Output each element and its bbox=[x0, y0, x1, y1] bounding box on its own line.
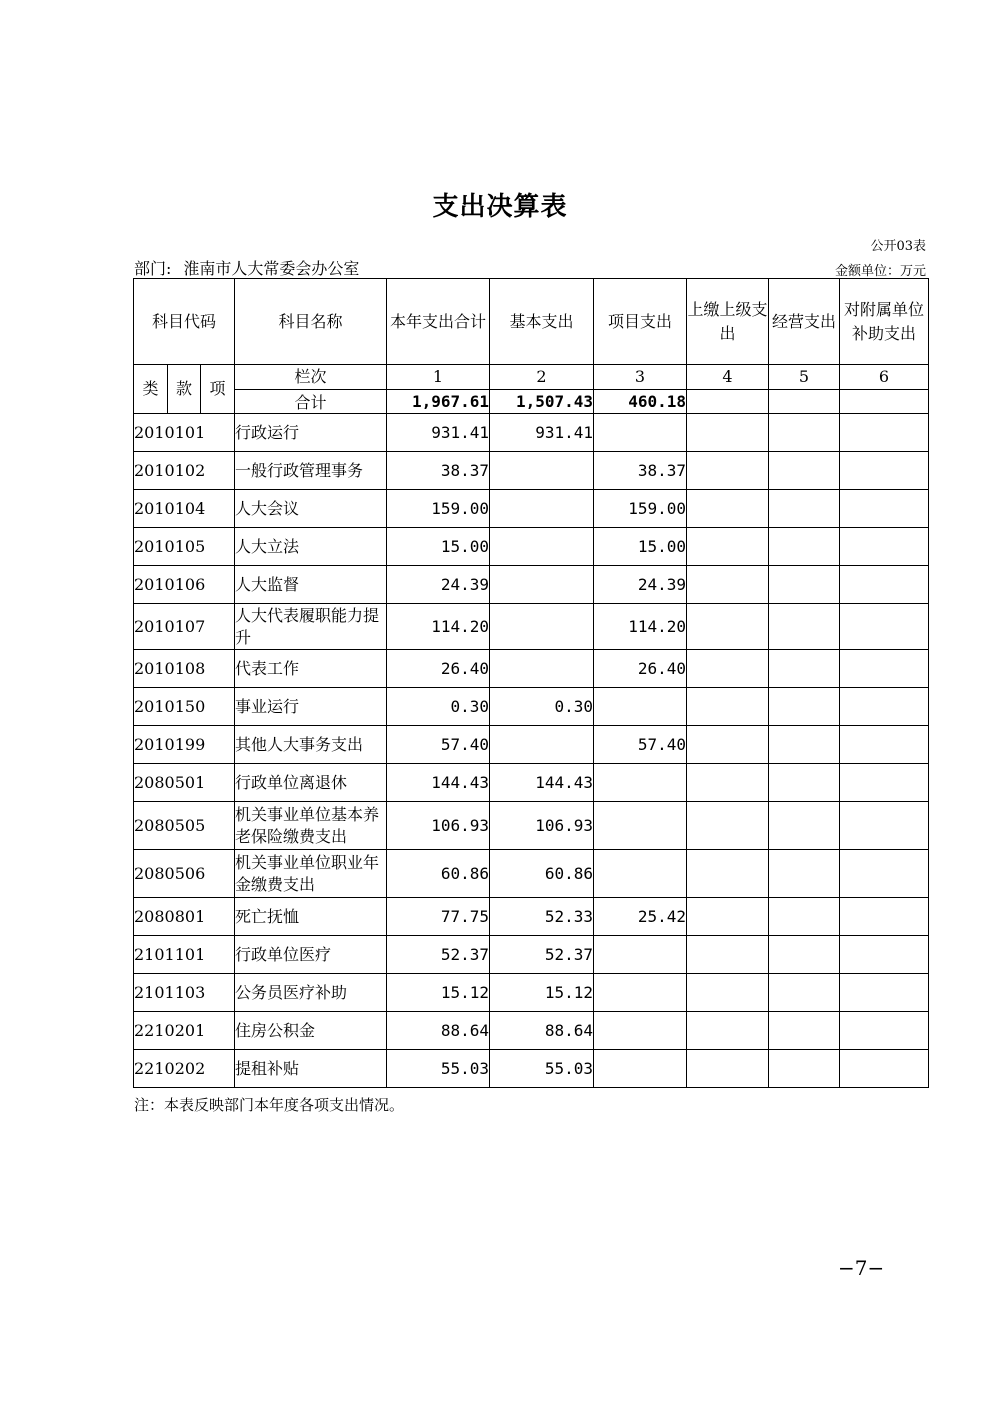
row-upper bbox=[687, 936, 769, 974]
row-basic bbox=[490, 604, 594, 650]
row-total: 114.20 bbox=[387, 604, 490, 650]
expenditure-table bbox=[133, 278, 929, 1088]
row-project: 24.39 bbox=[594, 566, 687, 604]
row-business bbox=[769, 726, 840, 764]
row-upper bbox=[687, 650, 769, 688]
total-row bbox=[134, 390, 929, 414]
row-subsidy bbox=[840, 490, 929, 528]
row-subsidy bbox=[840, 528, 929, 566]
amount-unit: 金额单位：万元 bbox=[834, 264, 926, 279]
row-business bbox=[769, 566, 840, 604]
row-total: 24.39 bbox=[387, 566, 490, 604]
row-basic bbox=[490, 566, 594, 604]
table-row bbox=[134, 490, 929, 528]
page-number: −7− bbox=[838, 1256, 885, 1280]
header-business: 经营支出 bbox=[769, 279, 840, 365]
row-upper bbox=[687, 974, 769, 1012]
row-name: 行政运行 bbox=[235, 414, 387, 452]
row-upper bbox=[687, 490, 769, 528]
total-amount: 1,967.61 bbox=[387, 390, 490, 414]
row-basic: 55.03 bbox=[490, 1050, 594, 1088]
row-total: 15.12 bbox=[387, 974, 490, 1012]
row-subsidy bbox=[840, 936, 929, 974]
row-project bbox=[594, 1050, 687, 1088]
row-business bbox=[769, 650, 840, 688]
page-title: 支出决算表 bbox=[432, 192, 568, 222]
row-basic bbox=[490, 726, 594, 764]
row-upper bbox=[687, 1012, 769, 1050]
row-name: 行政单位离退休 bbox=[235, 764, 387, 802]
row-total: 52.37 bbox=[387, 936, 490, 974]
row-code: 2010102 bbox=[134, 452, 235, 490]
row-subsidy bbox=[840, 688, 929, 726]
row-basic: 0.30 bbox=[490, 688, 594, 726]
table-row bbox=[134, 528, 929, 566]
row-upper bbox=[687, 452, 769, 490]
row-name: 事业运行 bbox=[235, 688, 387, 726]
header-project: 项目支出 bbox=[594, 279, 687, 365]
row-name: 人大会议 bbox=[235, 490, 387, 528]
row-basic bbox=[490, 528, 594, 566]
table-row bbox=[134, 936, 929, 974]
row-code: 2010199 bbox=[134, 726, 235, 764]
row-upper bbox=[687, 802, 769, 850]
header-name: 科目名称 bbox=[235, 279, 387, 365]
row-upper bbox=[687, 764, 769, 802]
row-code: 2010107 bbox=[134, 604, 235, 650]
header-lanci: 栏次 bbox=[235, 365, 387, 390]
row-total: 931.41 bbox=[387, 414, 490, 452]
total-label: 合计 bbox=[235, 390, 387, 414]
department-label: 部门: bbox=[134, 259, 172, 278]
table-row bbox=[134, 604, 929, 650]
row-code: 2010108 bbox=[134, 650, 235, 688]
header-subsidy: 对附属单位补助支出 bbox=[840, 279, 929, 365]
row-subsidy bbox=[840, 1050, 929, 1088]
row-business bbox=[769, 1012, 840, 1050]
table-row bbox=[134, 566, 929, 604]
row-subsidy bbox=[840, 650, 929, 688]
row-business bbox=[769, 802, 840, 850]
row-upper bbox=[687, 688, 769, 726]
header-kuan: 款 bbox=[168, 365, 201, 414]
col-number-5: 5 bbox=[769, 365, 840, 390]
row-project bbox=[594, 802, 687, 850]
row-total: 88.64 bbox=[387, 1012, 490, 1050]
row-name: 死亡抚恤 bbox=[235, 898, 387, 936]
table-row bbox=[134, 1012, 929, 1050]
department-line bbox=[134, 256, 359, 279]
row-code: 2010104 bbox=[134, 490, 235, 528]
table-row bbox=[134, 414, 929, 452]
row-business bbox=[769, 936, 840, 974]
row-name: 人大立法 bbox=[235, 528, 387, 566]
table-row bbox=[134, 688, 929, 726]
row-subsidy bbox=[840, 764, 929, 802]
table-row bbox=[134, 726, 929, 764]
row-total: 60.86 bbox=[387, 850, 490, 898]
row-project bbox=[594, 1012, 687, 1050]
row-code: 2010106 bbox=[134, 566, 235, 604]
row-total: 77.75 bbox=[387, 898, 490, 936]
row-upper bbox=[687, 1050, 769, 1088]
row-project bbox=[594, 764, 687, 802]
row-subsidy bbox=[840, 726, 929, 764]
row-subsidy bbox=[840, 974, 929, 1012]
row-project bbox=[594, 414, 687, 452]
row-project: 15.00 bbox=[594, 528, 687, 566]
row-business bbox=[769, 764, 840, 802]
row-name: 人大代表履职能力提升 bbox=[235, 604, 387, 650]
table-note: 注：本表反映部门本年度各项支出情况。 bbox=[134, 1096, 405, 1114]
col-number-4: 4 bbox=[687, 365, 769, 390]
row-total: 55.03 bbox=[387, 1050, 490, 1088]
row-name: 其他人大事务支出 bbox=[235, 726, 387, 764]
row-basic bbox=[490, 452, 594, 490]
row-name: 公务员医疗补助 bbox=[235, 974, 387, 1012]
row-subsidy bbox=[840, 452, 929, 490]
row-upper bbox=[687, 604, 769, 650]
row-basic: 15.12 bbox=[490, 974, 594, 1012]
row-project: 159.00 bbox=[594, 490, 687, 528]
row-business bbox=[769, 414, 840, 452]
row-project bbox=[594, 688, 687, 726]
row-business bbox=[769, 850, 840, 898]
row-business bbox=[769, 688, 840, 726]
row-code: 2210202 bbox=[134, 1050, 235, 1088]
row-upper bbox=[687, 566, 769, 604]
table-row bbox=[134, 898, 929, 936]
row-code: 2080505 bbox=[134, 802, 235, 850]
col-number-1: 1 bbox=[387, 365, 490, 390]
total-project: 460.18 bbox=[594, 390, 687, 414]
row-subsidy bbox=[840, 414, 929, 452]
row-project bbox=[594, 850, 687, 898]
table-row bbox=[134, 974, 929, 1012]
row-project bbox=[594, 936, 687, 974]
row-basic: 60.86 bbox=[490, 850, 594, 898]
row-business bbox=[769, 898, 840, 936]
header-xiang: 项 bbox=[201, 365, 235, 414]
row-total: 0.30 bbox=[387, 688, 490, 726]
table-row bbox=[134, 802, 929, 850]
row-name: 住房公积金 bbox=[235, 1012, 387, 1050]
row-name: 人大监督 bbox=[235, 566, 387, 604]
row-business bbox=[769, 604, 840, 650]
row-code: 2101101 bbox=[134, 936, 235, 974]
row-code: 2101103 bbox=[134, 974, 235, 1012]
row-business bbox=[769, 1050, 840, 1088]
row-code: 2210201 bbox=[134, 1012, 235, 1050]
row-business bbox=[769, 452, 840, 490]
col-number-2: 2 bbox=[490, 365, 594, 390]
row-subsidy bbox=[840, 802, 929, 850]
table-row bbox=[134, 764, 929, 802]
row-project: 114.20 bbox=[594, 604, 687, 650]
row-subsidy bbox=[840, 1012, 929, 1050]
row-project: 57.40 bbox=[594, 726, 687, 764]
row-code: 2010150 bbox=[134, 688, 235, 726]
row-upper bbox=[687, 414, 769, 452]
row-code: 2080506 bbox=[134, 850, 235, 898]
row-code: 2010105 bbox=[134, 528, 235, 566]
row-basic: 88.64 bbox=[490, 1012, 594, 1050]
row-basic: 144.43 bbox=[490, 764, 594, 802]
row-upper bbox=[687, 898, 769, 936]
row-business bbox=[769, 490, 840, 528]
row-name: 一般行政管理事务 bbox=[235, 452, 387, 490]
form-number: 公开03表 bbox=[870, 239, 926, 254]
table-row bbox=[134, 452, 929, 490]
total-basic: 1,507.43 bbox=[490, 390, 594, 414]
row-basic bbox=[490, 650, 594, 688]
row-code: 2080501 bbox=[134, 764, 235, 802]
header-code: 科目代码 bbox=[134, 279, 235, 365]
row-name: 代表工作 bbox=[235, 650, 387, 688]
row-project: 26.40 bbox=[594, 650, 687, 688]
row-total: 15.00 bbox=[387, 528, 490, 566]
row-upper bbox=[687, 726, 769, 764]
table-row bbox=[134, 1050, 929, 1088]
col-number-3: 3 bbox=[594, 365, 687, 390]
header-basic: 基本支出 bbox=[490, 279, 594, 365]
header-upper: 上缴上级支出 bbox=[687, 279, 769, 365]
row-upper bbox=[687, 528, 769, 566]
row-name: 提租补贴 bbox=[235, 1050, 387, 1088]
row-subsidy bbox=[840, 604, 929, 650]
row-code: 2080801 bbox=[134, 898, 235, 936]
row-basic: 52.37 bbox=[490, 936, 594, 974]
table-row bbox=[134, 850, 929, 898]
row-project: 38.37 bbox=[594, 452, 687, 490]
row-project bbox=[594, 974, 687, 1012]
row-total: 38.37 bbox=[387, 452, 490, 490]
row-subsidy bbox=[840, 850, 929, 898]
row-project: 25.42 bbox=[594, 898, 687, 936]
row-basic: 106.93 bbox=[490, 802, 594, 850]
row-total: 106.93 bbox=[387, 802, 490, 850]
row-basic: 52.33 bbox=[490, 898, 594, 936]
row-name: 机关事业单位职业年金缴费支出 bbox=[235, 850, 387, 898]
row-business bbox=[769, 528, 840, 566]
table-row bbox=[134, 650, 929, 688]
row-basic: 931.41 bbox=[490, 414, 594, 452]
header-lei: 类 bbox=[134, 365, 168, 414]
col-number-6: 6 bbox=[840, 365, 929, 390]
row-total: 159.00 bbox=[387, 490, 490, 528]
row-total: 26.40 bbox=[387, 650, 490, 688]
row-business bbox=[769, 974, 840, 1012]
header-total: 本年支出合计 bbox=[387, 279, 490, 365]
row-name: 行政单位医疗 bbox=[235, 936, 387, 974]
row-subsidy bbox=[840, 898, 929, 936]
row-code: 2010101 bbox=[134, 414, 235, 452]
row-total: 144.43 bbox=[387, 764, 490, 802]
row-total: 57.40 bbox=[387, 726, 490, 764]
row-subsidy bbox=[840, 566, 929, 604]
row-basic bbox=[490, 490, 594, 528]
row-name: 机关事业单位基本养老保险缴费支出 bbox=[235, 802, 387, 850]
department-name: 淮南市人大常委会办公室 bbox=[183, 259, 360, 278]
row-upper bbox=[687, 850, 769, 898]
